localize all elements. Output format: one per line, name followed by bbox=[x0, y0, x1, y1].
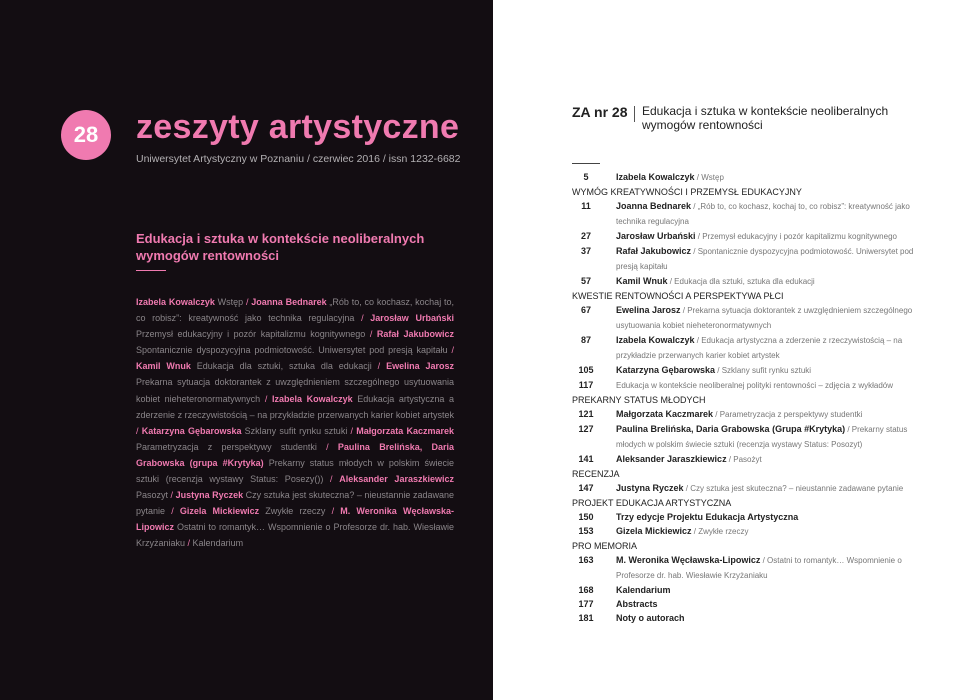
toc-author: Justyna Ryczek bbox=[616, 483, 684, 493]
toc-page-number: 67 bbox=[580, 305, 591, 315]
toc-section-heading: PREKARNY STATUS MŁODYCH bbox=[572, 395, 706, 405]
toc-title: / Pasożyt bbox=[726, 455, 762, 464]
toc-entry bbox=[572, 481, 917, 496]
toc-entry-text bbox=[616, 303, 917, 333]
toc-page-number: 181 bbox=[578, 613, 594, 623]
summary-author: Rafał Jakubowicz bbox=[376, 329, 454, 340]
toc-title: / Spontanicznie dyspozycyjna podmiotowość. Uniwersytet pod presją kapitału bbox=[616, 247, 914, 271]
toc-entry bbox=[572, 407, 917, 422]
toc-entry bbox=[572, 333, 917, 363]
toc-author: Kalendarium bbox=[616, 585, 671, 595]
summary-author: Ewelina Jarosz bbox=[386, 361, 454, 372]
toc-entry bbox=[572, 510, 917, 524]
toc-entry bbox=[572, 170, 917, 185]
toc-entry-text bbox=[616, 422, 917, 452]
toc-entry bbox=[572, 244, 917, 274]
summary-separator: / bbox=[331, 506, 341, 517]
toc-author: Jarosław Urbański bbox=[616, 231, 696, 241]
toc-entry bbox=[572, 229, 917, 244]
toc-author: Kamil Wnuk bbox=[616, 276, 668, 286]
toc-entry bbox=[572, 363, 917, 378]
contents-title: Edukacja i sztuka w kontekście neoliberalnych wymogów rentowności bbox=[642, 104, 889, 132]
toc-author: Katarzyna Gębarowska bbox=[616, 365, 716, 375]
toc-entry-text bbox=[616, 333, 917, 363]
toc-entry-text bbox=[616, 407, 917, 422]
toc-page-number: 5 bbox=[583, 172, 589, 182]
summary-separator: / bbox=[350, 425, 357, 436]
toc-author: M. Weronika Węcławska-Lipowicz bbox=[616, 555, 761, 565]
summary-title: Spontanicznie dyspozycyjna podmiotowość. Uniwersytet pod presją kapitału bbox=[136, 345, 452, 356]
summary-author: Gizela Mickiewicz bbox=[179, 506, 260, 517]
summary-author: Izabela Kowalczyk bbox=[271, 393, 353, 404]
divider bbox=[572, 163, 600, 164]
toc-author: Izabela Kowalczyk bbox=[616, 172, 695, 182]
contents-summary bbox=[136, 294, 454, 552]
toc-entry bbox=[572, 583, 917, 597]
toc-section-heading: PROJEKT EDUKACJA ARTYSTYCZNA bbox=[572, 498, 732, 508]
toc-section-heading: WYMÓG KREATYWNOŚCI I PRZEMYSŁ EDUKACYJNY bbox=[572, 187, 802, 197]
toc-title: / Parametryzacja z perspektywy studentki bbox=[713, 410, 863, 419]
summary-author: Joanna Bednarek bbox=[251, 297, 327, 307]
toc-author: Małgorzata Kaczmarek bbox=[616, 409, 714, 419]
toc-entry-text bbox=[616, 583, 917, 597]
magazine-title: zeszyty artystyczne bbox=[136, 108, 460, 146]
toc-entry-text bbox=[616, 378, 917, 393]
summary-separator: / bbox=[451, 345, 454, 356]
summary-author: Aleksander Jaraszkiewicz bbox=[339, 474, 454, 485]
summary-title: Szklany sufit rynku sztuki bbox=[241, 425, 351, 436]
journal-issue-label: ZA nr 28 bbox=[572, 104, 628, 120]
toc-entry-text bbox=[616, 553, 917, 583]
toc-entry bbox=[572, 378, 917, 393]
summary-title: Parametryzacja z perspektywy studentki bbox=[136, 441, 327, 452]
summary-author: Justyna Ryczek bbox=[175, 490, 244, 501]
toc-title: / Czy sztuka jest skuteczna? – nieustannie zadawane pytanie bbox=[683, 484, 904, 493]
toc-entry bbox=[572, 553, 917, 583]
toc-page-number: 87 bbox=[580, 335, 591, 345]
summary-author: Katarzyna Gębarowska bbox=[141, 425, 242, 436]
issue-number-badge: 28 bbox=[61, 110, 111, 160]
summary-title: Czy sztuka jest skuteczna? – nieustannie zadawane pytanie bbox=[136, 490, 454, 517]
toc-section-heading: RECENZJA bbox=[572, 469, 620, 479]
summary-separator: / bbox=[170, 490, 176, 501]
summary-separator: / bbox=[136, 425, 142, 436]
summary-separator: / bbox=[187, 538, 193, 549]
issue-title: Edukacja i sztuka w kontekście neoliberalnych wymogów rentowności bbox=[136, 231, 425, 263]
toc-page-number: 163 bbox=[578, 555, 594, 565]
toc-title: / Zwykłe rzeczy bbox=[691, 527, 749, 536]
toc-section-heading: KWESTIE RENTOWNOŚCI A PERSPEKTYWA PŁCI bbox=[572, 291, 784, 301]
toc-entry-text bbox=[616, 170, 917, 185]
toc-page-number: 177 bbox=[578, 599, 594, 609]
summary-separator: / bbox=[330, 474, 340, 485]
toc-page-number: 57 bbox=[580, 276, 591, 286]
toc-author: Joanna Bednarek bbox=[616, 201, 692, 211]
toc-page-number: 117 bbox=[578, 380, 594, 390]
table-of-contents bbox=[572, 170, 917, 625]
toc-page-number: 147 bbox=[578, 483, 594, 493]
toc-title: / Wstęp bbox=[694, 173, 724, 182]
summary-separator: / bbox=[369, 329, 377, 340]
toc-page-number: 127 bbox=[578, 424, 594, 434]
toc-page-number: 11 bbox=[581, 201, 591, 211]
summary-author: Kamil Wnuk bbox=[136, 361, 191, 372]
toc-entry bbox=[572, 274, 917, 289]
summary-author: Paulina Brelińska, Daria Grabowska (grupa #Krytyka) bbox=[136, 441, 454, 468]
summary-separator: / bbox=[377, 361, 387, 372]
toc-entry-text bbox=[616, 199, 917, 229]
summary-title: Zwykłe rzeczy bbox=[259, 506, 332, 517]
toc-entry-text bbox=[616, 597, 917, 611]
toc-author: Gizela Mickiewicz bbox=[616, 526, 692, 536]
toc-author: Aleksander Jaraszkiewicz bbox=[616, 454, 727, 464]
toc-title: / Edukacja dla sztuki, sztuka dla edukacji bbox=[667, 277, 815, 286]
summary-separator: / bbox=[326, 441, 338, 452]
summary-separator: / bbox=[171, 506, 180, 517]
toc-entry bbox=[572, 452, 917, 467]
toc-entry bbox=[572, 303, 917, 333]
toc-author: Rafał Jakubowicz bbox=[616, 246, 692, 256]
toc-page-number: 121 bbox=[578, 409, 594, 419]
toc-author: Izabela Kowalczyk bbox=[616, 335, 695, 345]
toc-title: / Przemysł edukacyjny i pozór kapitalizmu kognitywnego bbox=[695, 232, 897, 241]
toc-page-number: 141 bbox=[578, 454, 594, 464]
toc-entry bbox=[572, 199, 917, 229]
toc-entry-text bbox=[616, 510, 917, 524]
toc-entry-text bbox=[616, 229, 917, 244]
toc-title: / „Rób to, co kochasz, kochaj to, co robisz”: kreatywność jako technika regulacyjna bbox=[616, 202, 910, 226]
toc-entry-text bbox=[616, 244, 917, 274]
toc-author: Paulina Brelińska, Daria Grabowska (Grupa #Krytyka) bbox=[616, 424, 846, 434]
toc-entry-text bbox=[616, 363, 917, 378]
magazine-subtitle: Uniwersytet Artystyczny w Poznaniu / czerwiec 2016 / issn 1232-6682 bbox=[136, 153, 461, 165]
toc-entry bbox=[572, 611, 917, 625]
summary-author: Izabela Kowalczyk bbox=[136, 297, 215, 307]
summary-title: Edukacja dla sztuki, sztuka dla edukacji bbox=[190, 361, 378, 372]
toc-entry-text bbox=[616, 274, 917, 289]
toc-entry bbox=[572, 524, 917, 539]
summary-title: Ostatni to romantyk… Wspomnienie o Profesorze dr. hab. Wiesławie Krzyżaniaku bbox=[136, 522, 454, 549]
summary-author: Małgorzata Kaczmarek bbox=[356, 425, 454, 436]
summary-title: Wstęp bbox=[214, 297, 246, 307]
toc-page-number: 37 bbox=[580, 246, 591, 256]
toc-entry bbox=[572, 422, 917, 452]
toc-author: Ewelina Jarosz bbox=[616, 305, 681, 315]
summary-author: M. Weronika Węcławska-Lipowicz bbox=[136, 506, 454, 533]
toc-entry-text bbox=[616, 524, 917, 539]
summary-separator: / bbox=[264, 393, 272, 404]
summary-title: „Rób to, co kochasz, kochaj to, co robisz”: kreatywność jako technika regulacyjna bbox=[136, 297, 455, 324]
summary-title: Pasozyt bbox=[136, 490, 171, 501]
summary-title: Przemysł edukacyjny i pozór kapitalizmu kognitywnego bbox=[136, 329, 370, 340]
header-separator bbox=[634, 106, 635, 122]
toc-entry-text bbox=[616, 452, 917, 467]
summary-title: Edukacja artystyczna a zderzenie z rzeczywistością – na przykładzie przerwanych karier kobiet artystek bbox=[136, 393, 454, 420]
toc-page-number: 168 bbox=[578, 585, 594, 595]
toc-entry-text bbox=[616, 611, 917, 625]
toc-title: / Szklany sufit rynku sztuki bbox=[715, 366, 812, 375]
summary-author: Jarosław Urbański bbox=[370, 313, 454, 324]
summary-title: Prekarny status młodych w polskim świecie sztuki (recenzja wystawy Status: Posezy()) bbox=[136, 457, 454, 485]
toc-entry-text bbox=[616, 481, 917, 496]
toc-title: / Prekarna sytuacja doktorantek z uwzględnieniem szczególnego usytuowania kobiet nieheteronormatywnych bbox=[616, 306, 913, 330]
toc-title: Edukacja w kontekście neoliberalnej polityki rentowności – zdjęcia z wykładów bbox=[616, 381, 894, 390]
toc-page-number: 153 bbox=[578, 526, 594, 536]
divider bbox=[136, 270, 166, 271]
summary-separator: / bbox=[245, 297, 252, 307]
toc-title: / Edukacja artystyczna a zderzenie z rzeczywistością – na przykładzie przerwanych karier kobiet artystek bbox=[616, 336, 903, 360]
toc-title: / Prekarny status młodych w polskim świecie sztuki (recenzja wystawy Status: Posozyt) bbox=[616, 425, 908, 449]
summary-separator: / bbox=[361, 313, 371, 324]
toc-section-heading: PRO MEMORIA bbox=[572, 541, 638, 551]
summary-title: Prekarna sytuacja doktorantek z uwzględnieniem szczególnego usytuowania kobiet nieheteronormatywnych bbox=[136, 377, 454, 404]
toc-author: Trzy edycje Projektu Edukacja Artystyczna bbox=[616, 512, 799, 522]
summary-title: Kalendarium bbox=[192, 538, 244, 549]
toc-entry bbox=[572, 597, 917, 611]
toc-author: Abstracts bbox=[616, 599, 658, 609]
toc-page-number: 150 bbox=[578, 512, 594, 522]
toc-title: / Ostatni to romantyk… Wspomnienie o Profesorze dr. hab. Wiesławie Krzyżaniaku bbox=[616, 556, 902, 580]
toc-author: Noty o autorach bbox=[616, 613, 685, 623]
toc-page-number: 27 bbox=[580, 231, 591, 241]
toc-page-number: 105 bbox=[578, 365, 594, 375]
